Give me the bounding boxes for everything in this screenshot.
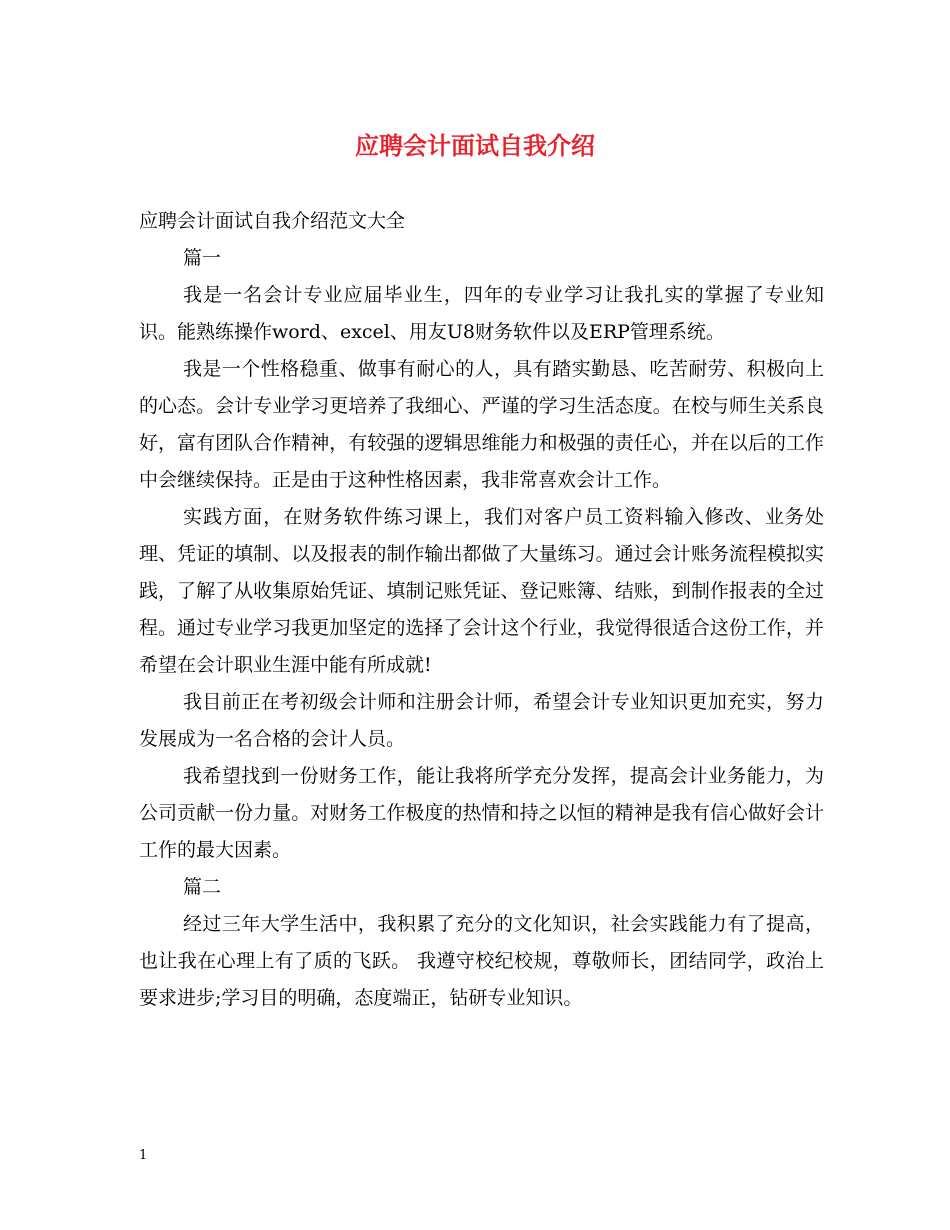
paragraph: 经过三年大学生活中，我积累了充分的文化知识，社会实践能力有了提高，也让我在心理上有了质的飞跃。 我遵守校纪校规，尊敬师长，团结同学，政治上要求进步;学习目的明确，态度端正，钻研专业知识。 [139, 913, 824, 1009]
paragraph: 我希望找到一份财务工作，能让我将所学充分发挥，提高会计业务能力，为公司贡献一份力量。对财务工作极度的热情和持之以恒的精神是我有信心做好会计工作的最大因素。 [139, 765, 824, 861]
paragraph: 我目前正在考初级会计师和注册会计师，希望会计专业知识更加充实，努力发展成为一名合格的会计人员。 [139, 691, 824, 750]
page-number: 1 [139, 1148, 148, 1163]
paragraph: 我是一个性格稳重、做事有耐心的人，具有踏实勤恳、吃苦耐劳、积极向上的心态。会计专业学习更培养了我细心、严谨的学习生活态度。在校与师生关系良好，富有团队合作精神，有较强的逻辑思维能力和极强的责任心，并在以后的工作中会继续保持。正是由于这种性格因素，我非常喜欢会计工作。 [139, 358, 824, 491]
document-body [139, 203, 824, 1017]
paragraph-section-1-heading: 篇一 [183, 247, 222, 269]
document-title: 应聘会计面试自我介绍 [355, 131, 595, 160]
paragraph-subtitle: 应聘会计面试自我介绍范文大全 [139, 210, 406, 232]
paragraph-section-2-heading: 篇二 [183, 876, 222, 898]
paragraph: 实践方面，在财务软件练习课上，我们对客户员工资料输入修改、业务处理、凭证的填制、以及报表的制作输出都做了大量练习。通过会计账务流程模拟实践，了解了从收集原始凭证、填制记账凭证、登记账簿、结账，到制作报表的全过程。通过专业学习我更加坚定的选择了会计这个行业，我觉得很适合这份工作，并希望在会计职业生涯中能有所成就! [139, 506, 824, 676]
paragraph: 我是一名会计专业应届毕业生，四年的专业学习让我扎实的掌握了专业知识。能熟练操作word、excel、用友U8财务软件以及ERP管理系统。 [139, 284, 824, 343]
